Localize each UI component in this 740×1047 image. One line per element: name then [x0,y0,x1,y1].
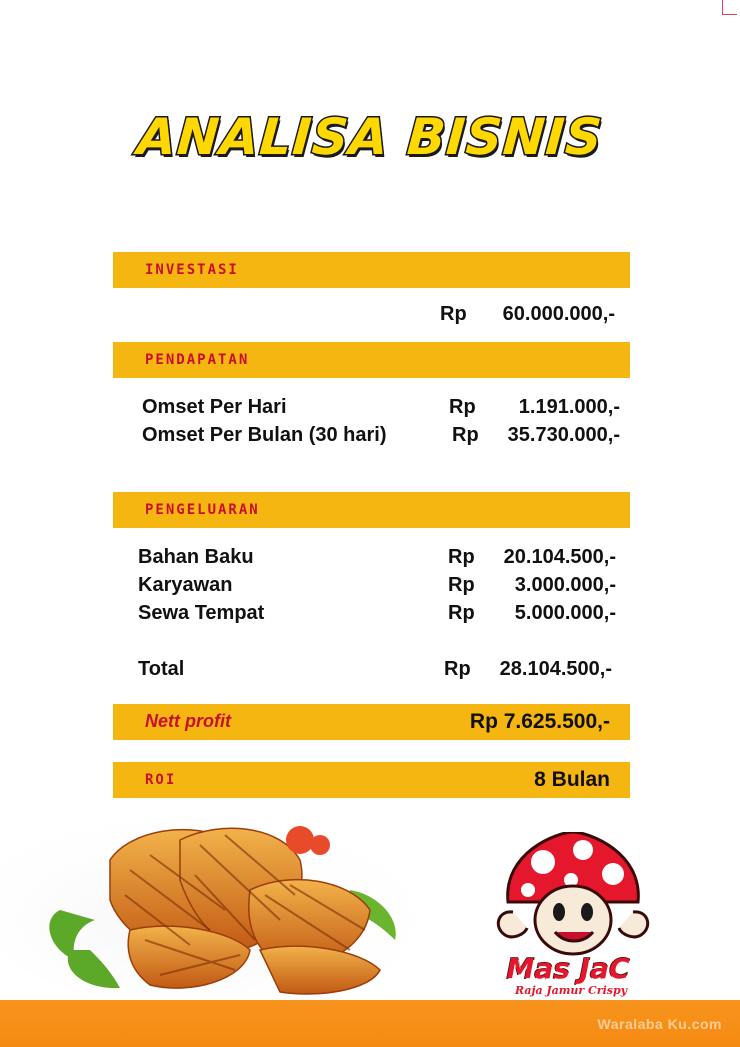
row-currency: Rp [452,424,479,446]
roi-label: ROI [145,772,177,788]
investasi-amount: 60.000.000,- [502,303,615,325]
list-item [142,424,620,450]
pengeluaran-label: PENGELUARAN [145,502,260,518]
row-currency: Rp [448,574,475,596]
logo-tagline: Raja Jamur Crispy [514,984,628,997]
fried-mushroom-illustration [0,800,440,1000]
nett-profit-label: Nett profit [145,711,231,731]
roi-value: 8 Bulan [534,768,610,791]
mascot-mushroom-icon [483,832,663,957]
list-item [138,602,616,628]
investasi-amount-row [440,303,615,329]
roi-bar [113,762,630,798]
nett-profit-value: Rp 7.625.500,- [469,710,610,733]
investasi-currency: Rp [440,303,467,325]
row-amount: 3.000.000,- [514,574,616,596]
total-amount: 28.104.500,- [499,658,612,680]
row-currency: Rp [448,546,475,568]
pendapatan-bar [113,342,630,378]
list-item [138,574,616,600]
page-title: ANALISA BISNIS [135,108,605,166]
crop-mark [722,0,737,15]
total-label: Total [138,658,185,680]
footer-watermark: Waralaba Ku.com [597,1016,722,1032]
investasi-bar [113,252,630,288]
row-currency: Rp [448,602,475,624]
investasi-label: INVESTASI [145,262,239,278]
row-amount: 1.191.000,- [518,396,620,418]
row-currency: Rp [449,396,476,418]
pendapatan-label: PENDAPATAN [145,352,250,368]
list-item [138,546,616,572]
logo-name: Mas JaC [506,952,630,985]
list-item [142,396,620,422]
row-label: Omset Per Hari [142,396,287,418]
row-label: Omset Per Bulan (30 hari) [142,424,387,446]
row-amount: 35.730.000,- [507,424,620,446]
row-amount: 5.000.000,- [514,602,616,624]
row-label: Sewa Tempat [138,602,265,624]
row-amount: 20.104.500,- [503,546,616,568]
nett-profit-bar [113,704,630,740]
row-label: Bahan Baku [138,546,254,568]
pengeluaran-bar [113,492,630,528]
mas-jac-logo [483,832,663,1007]
total-currency: Rp [444,658,471,680]
bottom-band [0,1000,740,1047]
row-label: Karyawan [138,574,233,596]
total-row [138,658,612,684]
